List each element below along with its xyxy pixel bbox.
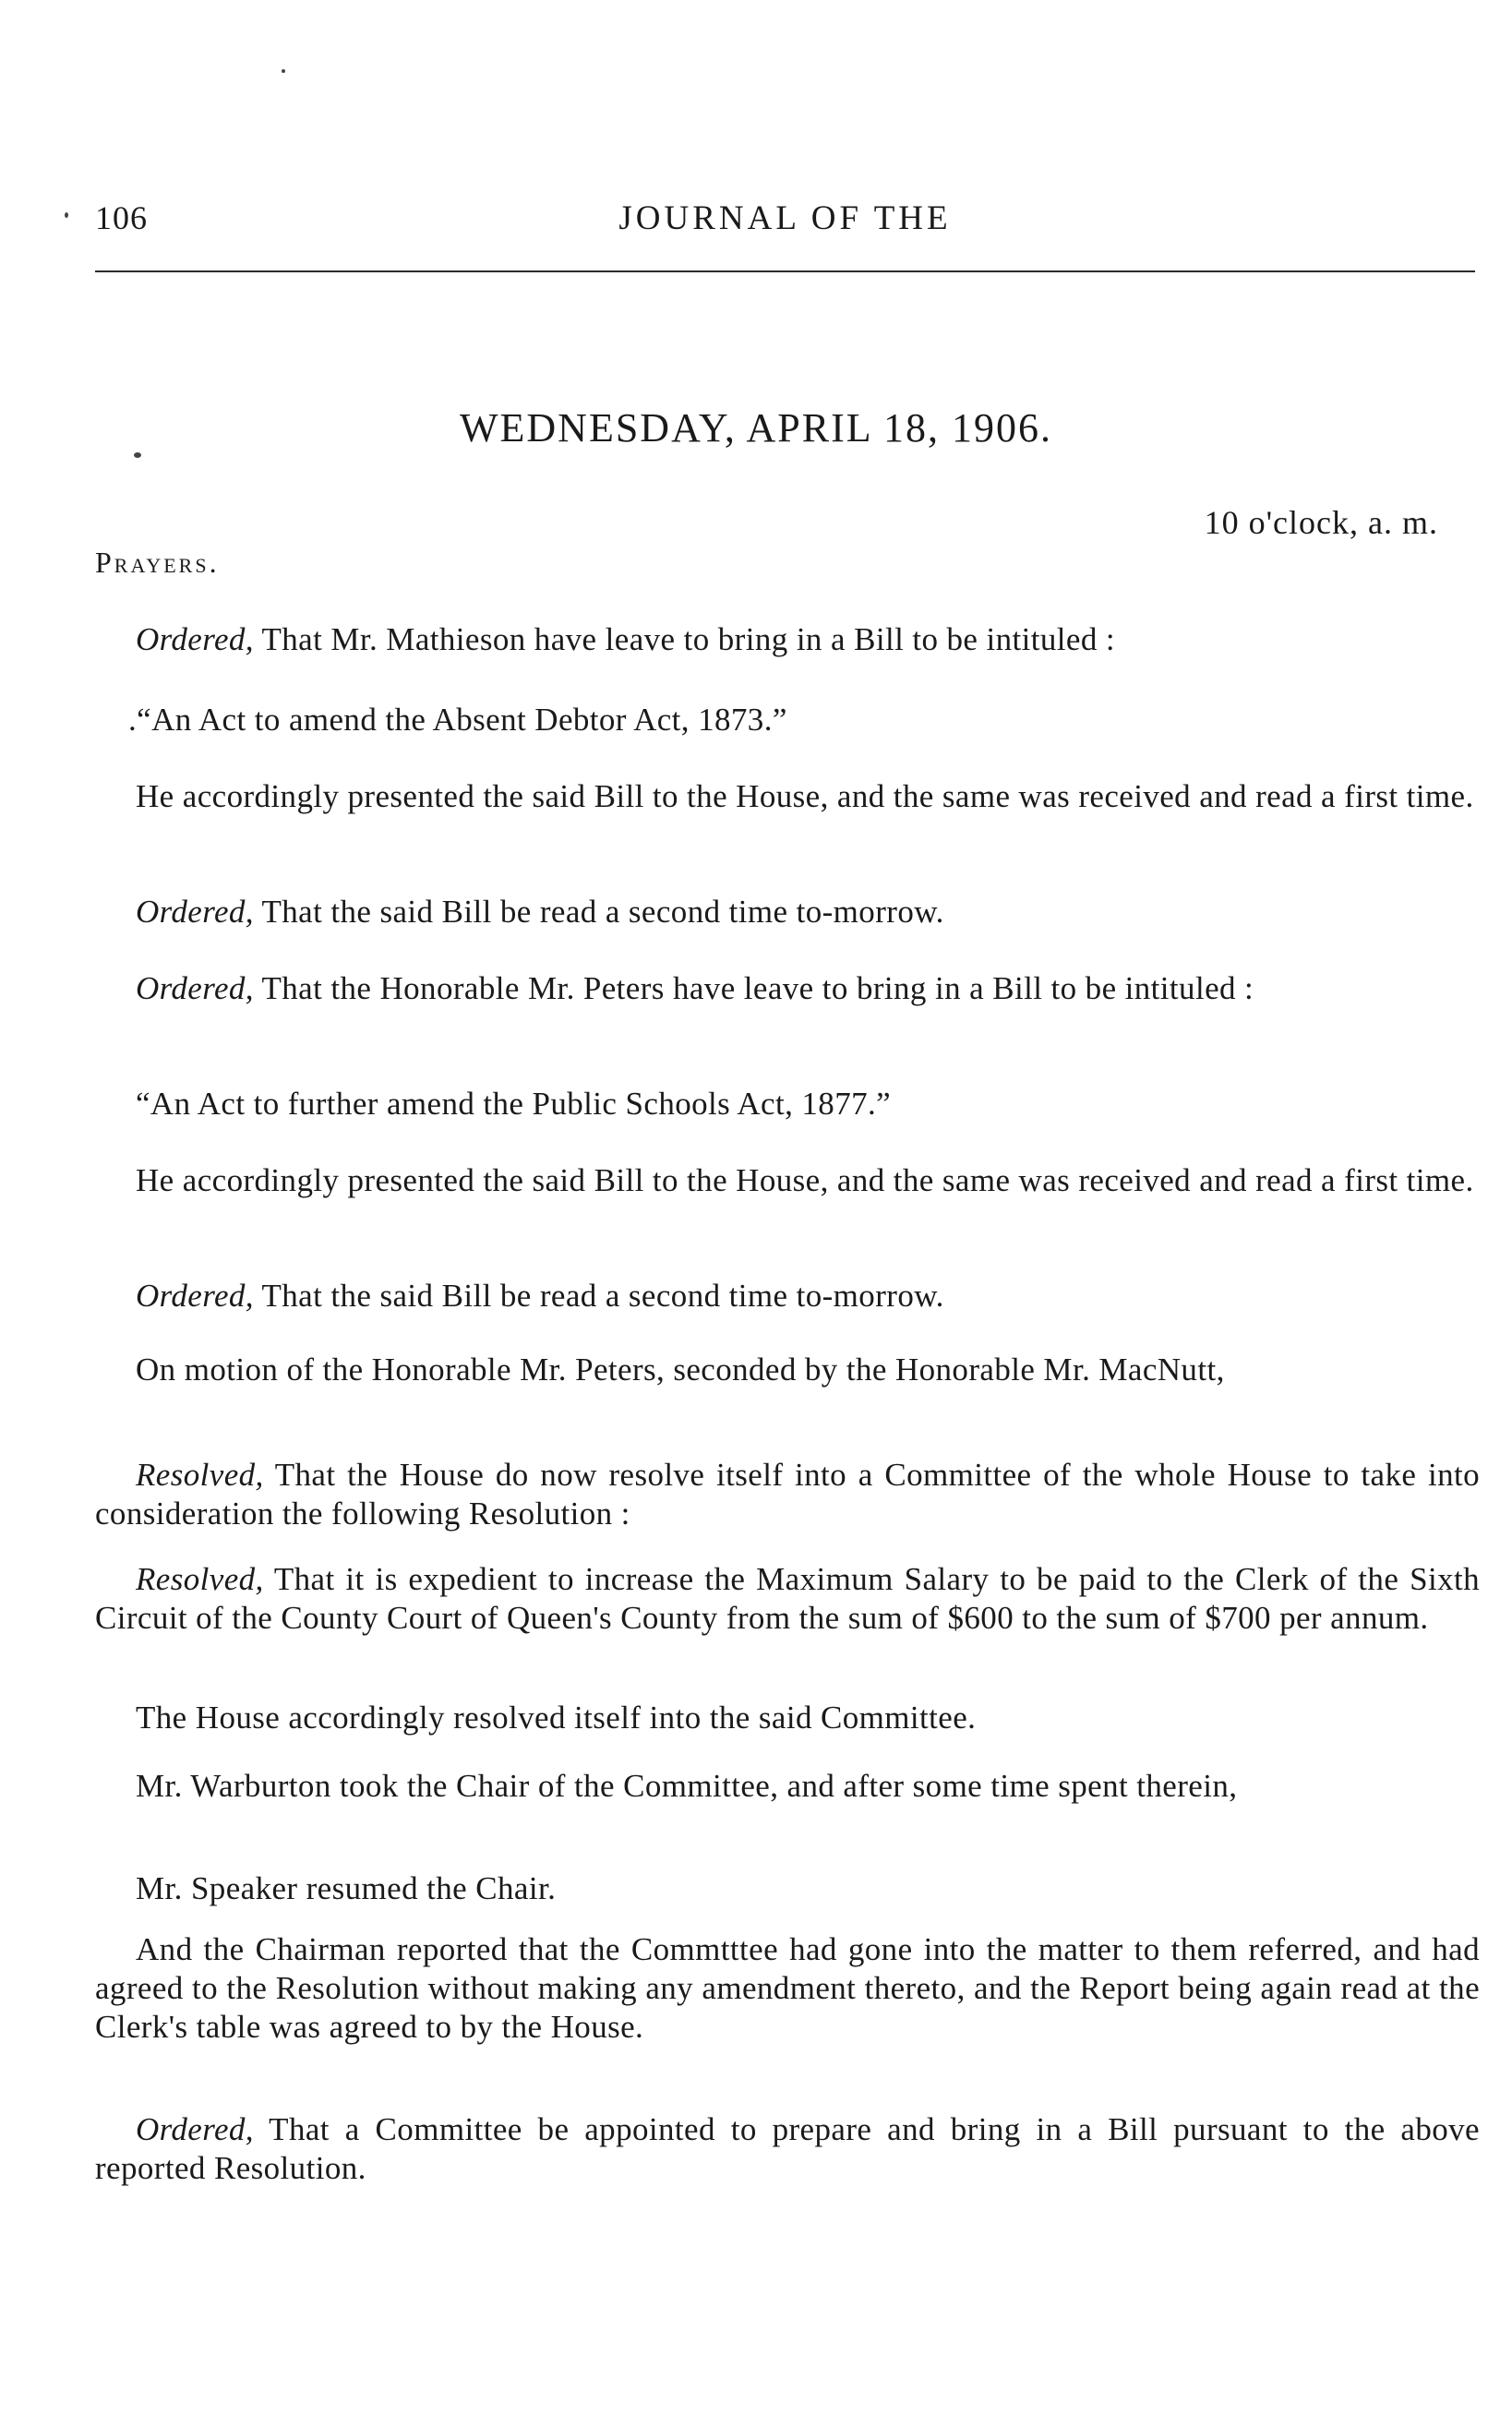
paragraph-text: On motion of the Honorable Mr. Peters, seconded by the Honorable Mr. MacNutt, <box>136 1352 1225 1388</box>
paragraph-lead: Resolved, <box>136 1457 264 1493</box>
paragraph-second-reading-first <box>95 893 1480 931</box>
paragraph-text: That the Honorable Mr. Peters have leave to bring in a Bill to be intituled : <box>253 970 1254 1006</box>
paragraph-resolved-salary <box>95 1560 1480 1638</box>
sitting-time: 10 o'clock, a. m. <box>1204 504 1438 541</box>
paragraph-lead: Ordered, <box>136 970 254 1006</box>
paragraph-ordered-peters <box>95 969 1480 1008</box>
paragraph-text: That the said Bill be read a second time to-morrow. <box>253 894 944 930</box>
date-heading: WEDNESDAY, APRIL 18, 1906. <box>460 405 1052 451</box>
paragraph-second-reading-second <box>95 1277 1480 1316</box>
paragraph-text: He accordingly presented the said Bill to the House, and the same was received and read a first time. <box>136 778 1474 814</box>
paragraph-text: That it is expedient to increase the Maximum Salary to be paid to the Clerk of the Sixth Circuit of the County Court of Queen's County from the sum of $600 to the sum of $700 per annum. <box>95 1561 1480 1636</box>
paragraph-text: He accordingly presented the said Bill to the House, and the same was received and read a first time. <box>136 1162 1474 1198</box>
paragraph-resolved-committee <box>95 1456 1480 1533</box>
paragraph-lead: Ordered, <box>136 1278 254 1314</box>
paragraph-ordered-mathieson <box>95 620 1480 659</box>
paragraph-text: .“An Act to amend the Absent Debtor Act, 1873.” <box>128 702 787 738</box>
paragraph-into-committee <box>95 1699 1480 1737</box>
scan-speck <box>65 212 68 218</box>
paragraph-presented-second <box>95 1161 1480 1200</box>
paragraph-text: Mr. Warburton took the Chair of the Committee, and after some time spent therein, <box>136 1768 1238 1804</box>
running-head: JOURNAL OF THE <box>618 199 952 237</box>
paragraph-speaker-resumed <box>95 1869 1480 1908</box>
paragraph-lead: Resolved, <box>136 1561 264 1597</box>
paragraph-lead: Ordered, <box>136 894 254 930</box>
paragraph-bill-title-absent-debtor <box>95 701 1480 739</box>
scan-speck <box>134 452 141 458</box>
page-number: 106 <box>95 199 148 236</box>
paragraph-bill-title-public-schools <box>95 1085 1480 1123</box>
paragraph-text: The House accordingly resolved itself into the said Committee. <box>136 1700 977 1736</box>
paragraph-motion <box>95 1351 1480 1389</box>
prayers-heading: Prayers. <box>95 546 220 579</box>
scan-speck <box>282 69 285 73</box>
paragraph-lead: Ordered, <box>136 2111 254 2147</box>
paragraph-chairman-report <box>95 1930 1480 2047</box>
paragraph-text: That the said Bill be read a second time to-morrow. <box>253 1278 944 1314</box>
paragraph-text: And the Chairman reported that the Commtttee had gone into the matter to them referred, and had agreed to the Resolution without making any amendment thereto, and the Report being again read at the Clerk's table was agreed to by the House. <box>95 1931 1480 2045</box>
paragraph-text: That a Committee be appointed to prepare and bring in a Bill pursuant to the above reported Resolution. <box>95 2111 1480 2186</box>
paragraph-text: “An Act to further amend the Public Schools Act, 1877.” <box>136 1086 892 1122</box>
paragraph-text: That the House do now resolve itself into a Committee of the whole House to take into consideration the following Resolution : <box>95 1457 1480 1532</box>
paragraph-committee-appointed <box>95 2110 1480 2188</box>
paragraph-text: Mr. Speaker resumed the Chair. <box>136 1870 557 1906</box>
paragraph-presented-first <box>95 777 1480 816</box>
header-rule <box>95 270 1475 272</box>
paragraph-warburton-chair <box>95 1767 1480 1806</box>
paragraph-text: That Mr. Mathieson have leave to bring in a Bill to be intituled : <box>253 621 1116 657</box>
page-header <box>95 198 1475 254</box>
paragraph-lead: Ordered, <box>136 621 254 657</box>
